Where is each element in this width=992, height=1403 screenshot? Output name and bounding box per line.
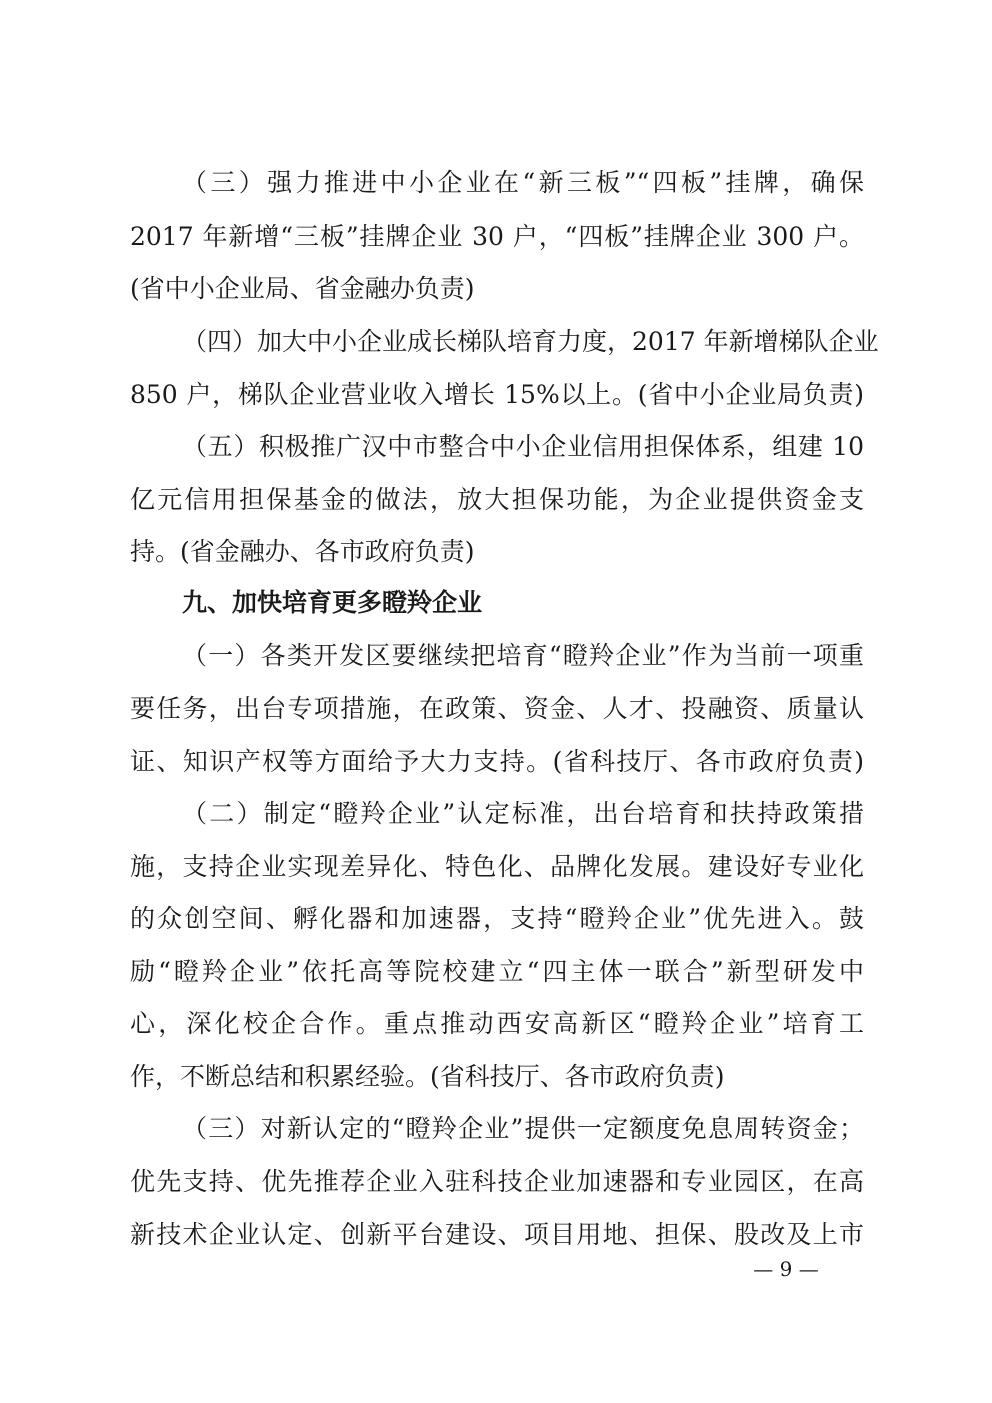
section-9-paragraph-1-line-3: 证、知识产权等方面给予大力支持。(省科技厅、各市政府负责) [130,747,864,776]
section-9-paragraph-2-line-5: 心，深化校企合作。重点推动西安高新区“瞪羚企业”培育工 [130,1009,864,1038]
paragraph-4-line-1: （四）加大中小企业成长梯队培育力度，2017 年新增梯队企业 [182,327,879,356]
paragraph-5-line-2: 亿元信用担保基金的做法，放大担保功能，为企业提供资金支 [130,485,864,514]
section-9-paragraph-2-line-2: 施，支持企业实现差异化、特色化、品牌化发展。建设好专业化 [130,852,864,881]
section-9-paragraph-1-line-2: 要任务，出台专项措施，在政策、资金、人才、投融资、质量认 [130,694,864,723]
paragraph-3-line-3: (省中小企业局、省金融办负责) [130,274,475,303]
paragraph-5-line-3: 持。(省金融办、各市政府负责) [130,537,475,566]
section-9-paragraph-2-line-4: 励“瞪羚企业”依托高等院校建立“四主体一联合”新型研发中 [130,957,864,986]
section-9-paragraph-3-line-1: （三）对新认定的“瞪羚企业”提供一定额度免息周转资金； [182,1114,864,1143]
section-9-paragraph-1-line-1: （一）各类开发区要继续把培育“瞪羚企业”作为当前一项重 [182,641,864,670]
section-9-paragraph-2-line-3: 的众创空间、孵化器和加速器，支持“瞪羚企业”优先进入。鼓 [130,904,864,933]
paragraph-3-line-1: （三）强力推进中小企业在“新三板”“四板”挂牌，确保 [182,168,864,197]
section-9-paragraph-3-line-3: 新技术企业认定、创新平台建设、项目用地、担保、股改及上市 [130,1220,864,1249]
section-9-paragraph-2-line-6: 作，不断总结和积累经验。(省科技厅、各市政府负责) [130,1062,725,1091]
paragraph-4-line-2: 850 户，梯队企业营业收入增长 15%以上。(省中小企业局负责) [130,380,864,409]
paragraph-3-line-2: 2017 年新增“三板”挂牌企业 30 户，“四板”挂牌企业 300 户。 [130,222,864,251]
section-9-paragraph-2-line-1: （二）制定“瞪羚企业”认定标准，出台培育和扶持政策措 [182,799,864,828]
section-heading-nine: 九、加快培育更多瞪羚企业 [182,588,483,617]
paragraph-5-line-1: （五）积极推广汉中市整合中小企业信用担保体系，组建 10 [182,432,864,461]
section-9-paragraph-3-line-2: 优先支持、优先推荐企业入驻科技企业加速器和专业园区，在高 [130,1167,864,1196]
page-number: — 9 — [753,1257,819,1281]
